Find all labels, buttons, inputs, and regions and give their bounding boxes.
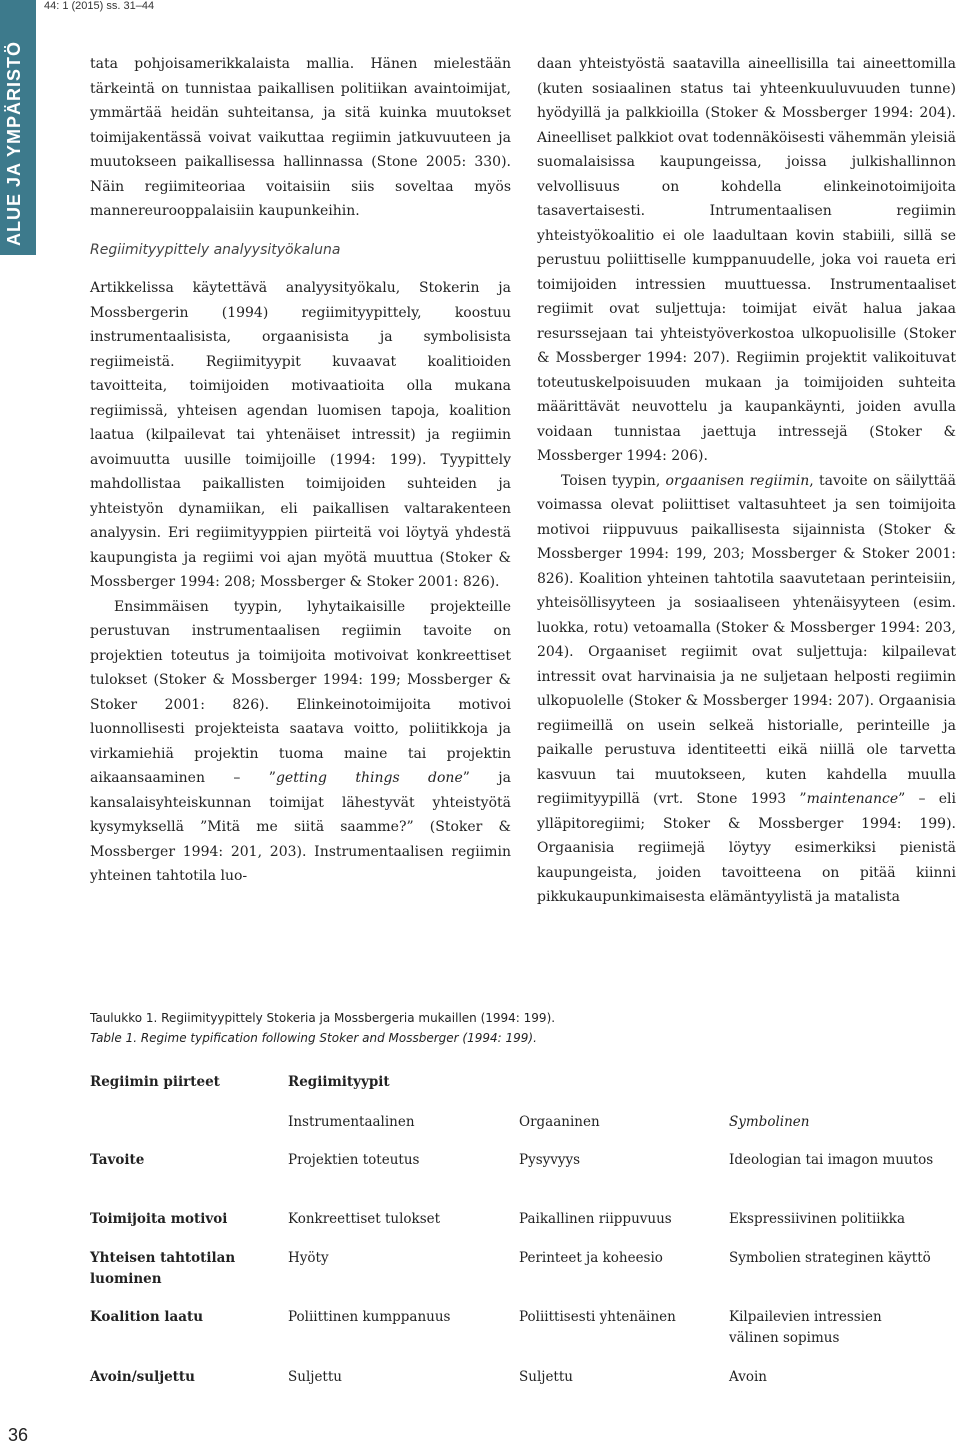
row-organic: Pysyvyys: [519, 1152, 581, 1168]
section-label: ALUE JA YMPÄRISTÖ: [4, 40, 24, 246]
paragraph-text: ” – eli ylläpitoregiimi; Stoker & Mossberger 1994: 199). Orgaanisia regiimejä löytyy esimerkiksi pienistä kaupungeista, joiden tavoitteena on pitää kiinni pikkukaupunkimaisesta elämäntyylistä ja matalista: [537, 791, 956, 905]
row-feature: Toimijoita motivoi: [90, 1211, 228, 1227]
row-symbolic: Ideologian tai imagon muutos: [729, 1152, 934, 1168]
header-features: Regiimin piirteet: [90, 1074, 220, 1090]
caption-finnish: Taulukko 1. Regiimityypittely Stokeria ja Mossbergeria mukaillen (1994: 199).: [90, 1011, 556, 1025]
row-instrumental: Konkreettiset tulokset: [288, 1211, 441, 1227]
section-tab: [0, 0, 36, 255]
type-organic: Orgaaninen: [519, 1114, 600, 1130]
emphasis: getting things done: [275, 770, 463, 786]
paragraph: daan yhteistyöstä saatavilla aineellisilla tai aineettomilla (kuten sosiaalinen status tai yhteenkuuluvuuden tunne) hyödyillä ja palkkioilla (Stoker & Mossberger 1994: 204). Aineelliset palkkiot ovat todennäköisesti vähemmän yleisiä suomalaisissa kaupungeissa, joissa julkishallinnon velvollisuus on kohdella elinkeinotoimijoita tasavertaisesti. Intrumentaalisen regiimin yhteistyökoalitio ei ole laadultaan kovin stabiili, sillä se perustuu poliittiselle kumppanuudelle, joka voi raueta eri toimijoiden intressien muuttuessa. Instrumentaaliset regiimit ovat suljettuja: toimijat eivät halua jakaa resurssejaan tai yhteistyöverkostoa ulkopuolisille (Stoker & Mossberger 1994: 207). Regiimin projektit valikoituvat toteutuskelpoisuuden mukaan ja toimijoiden suhteita määrittävät neuvottelu ja kaupankäynti, joiden avulla voidaan tunnistaa jaettuja intressejä (Stoker & Mossberger 1994: 206).: [537, 56, 957, 464]
type-symbolic: Symbolinen: [729, 1114, 810, 1130]
type-instrumental: Instrumentaalinen: [288, 1114, 415, 1130]
row-instrumental: Projektien toteutus: [288, 1152, 420, 1168]
row-instrumental: Poliittinen kumppanuus: [288, 1309, 451, 1325]
emphasis: maintenance: [806, 791, 899, 807]
row-organic: Perinteet ja koheesio: [519, 1250, 663, 1266]
row-organic: Poliittisesti yhtenäinen: [519, 1309, 676, 1325]
paragraph-text: ” ja kansalaisyhteiskunnan toimijat lähestyvät yhteistyötä kysymyksellä ”Mitä me siitä saamme?” (Stoker & Mossberger 1994: 201, 203). Instrumentaalisen regiimin yhteinen tahtotila luo-: [90, 770, 511, 884]
row-organic: Paikallinen riippuvuus: [519, 1211, 672, 1227]
row-organic: Suljettu: [519, 1369, 573, 1385]
paragraph: Artikkelissa käytettävä analyysityökalu, Stokerin ja Mossbergerin (1994) regiimityypittely, koostuu instrumentaalisista, orgaanisista ja symbolisista regiimeistä. Regiimityypit kuvaavat koalitioiden tavoitteita, toimijoiden motivaatioita olla mukana regiimissä, yhteisen agendan luomisen tapoja, koalition laatua (kilpailevat tai yhtenäiset intressit) ja regiimin avoimuutta uusille toimijoille (1994: 199). Tyypittely mahdollistaa paikallisten toimijoiden suhteiden ja yhteistyön dynamiikan, eli paikallisen valtarakenteen analyysin. Eri regiimityyppien piirteitä voi löytyä yhdestä kaupungista ja regiimi voi ajan myötä muuttua (Stoker & Mossberger 1994: 208; Mossberger & Stoker 2001: 826).: [90, 280, 511, 590]
row-symbolic: Kilpailevien intressien välinen sopimus: [729, 1309, 882, 1346]
row-feature: Avoin/suljettu: [90, 1369, 195, 1385]
table-caption: [90, 1008, 555, 1048]
right-column: [537, 52, 956, 910]
row-feature: Koalition laatu: [90, 1309, 204, 1325]
row-instrumental: Hyöty: [288, 1250, 329, 1266]
emphasis: orgaanisen regiimin: [665, 472, 810, 489]
paragraph-text: Toisen tyypin,: [561, 472, 666, 489]
paragraph-text: Ensimmäisen tyypin, lyhytaikaisille projekteille perustuvan instrumentaalisen regiimin tavoite on projektien toteutus ja toimijoita motivoivat konkreettiset tulokset (Stoker & Mossberger 1994: 199; Mossberger & Stoker 2001: 826). Elinkeinotoimijoita motivoi luonnollisesti projekteista saatava voitto, poliitikkoja ja virkamiehiä projektin tuoma maine tai projektin aikaansaaminen – ”: [90, 598, 511, 786]
page-number: 36: [8, 1425, 29, 1445]
row-feature: Tavoite: [90, 1152, 145, 1168]
caption-english: Table 1. Regime typification following Stoker and Mossberger (1994: 199).: [90, 1031, 537, 1045]
header-types: Regiimityypit: [288, 1074, 390, 1090]
row-symbolic: Ekspressiivinen politiikka: [729, 1211, 906, 1227]
row-symbolic: Avoin: [729, 1369, 767, 1385]
row-feature: Yhteisen tahtotilan luominen: [90, 1250, 236, 1287]
paragraph: [537, 469, 956, 910]
row-instrumental: Suljettu: [288, 1369, 342, 1385]
paragraph: tata pohjoisamerikkalaista mallia. Hänen mielestään tärkeintä on tunnistaa paikallisen politiikan avaintoimijat, ymmärtää heidän suhteitansa, ja sitä kuinka muutokset toimijakentässä voivat vaikuttaa regiimin jatkuvuuteen ja muutokseen paikallisessa hallinnassa (Stone 2005: 330). Näin regiimiteoriaa voitaisiin siis soveltaa myös mannereurooppalaisiin kaupunkeihin.: [90, 56, 511, 219]
journal-reference: 44: 1 (2015) ss. 31–44: [44, 0, 155, 12]
paragraph-text: , tavoite on säilyttää voimassa olevat poliittiset valtasuhteet ja sen toimijoita motivoi riippuvuus paikallisesta sijainnista (Stoker & Mossberger 1994: 199, 203; Mossberger & Stoker 2001: 826). Koalition yhteinen tahtotila saavutetaan perinteisiin, yhteisöllisyyteen ja sosiaaliseen yhtenäisyyteen (esim. luokka, rotu) vetoamalla (Stoker & Mossberger 1994: 203, 204). Orgaaniset regiimit ovat suljettuja: kilpailevat intressit ovat harvinaisia ja ne suljetaan helposti regiimin ulkopuolelle (Stoker & Mossberger 1994: 207). Orgaanisia regiimeillä on usein selkeä historialle, perinteille ja paikalle perustuva identiteetti eikä niillä ole tarvetta kasvuun tai muutokseen, kuten kahdella muulla regiimityypillä (vrt. Stone 1993 ”: [537, 472, 956, 807]
row-symbolic: Symbolien strateginen käyttö: [729, 1250, 931, 1266]
paragraph: [90, 595, 511, 889]
left-column: [90, 52, 511, 889]
section-heading: Regiimityypittely analyysityökaluna: [90, 241, 341, 258]
